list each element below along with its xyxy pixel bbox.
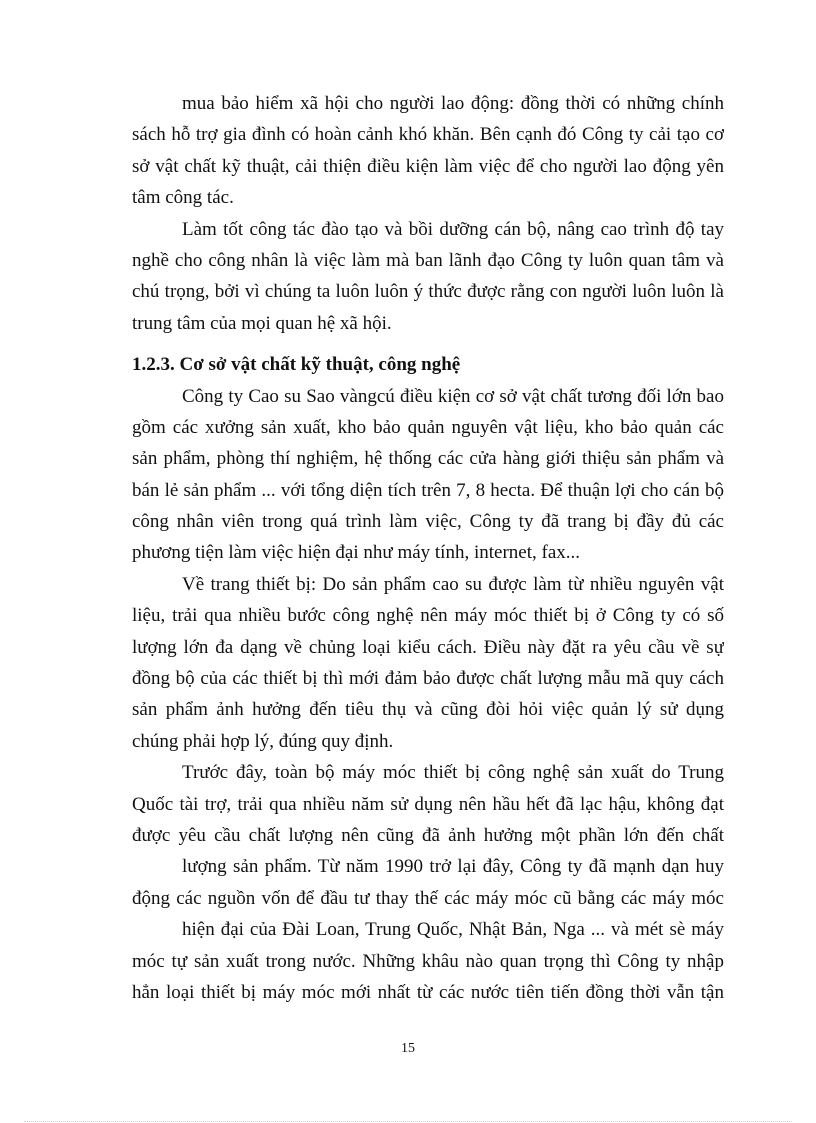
text-line: gồm các xưởng sản xuất, kho bảo quản nguyên vật liệu, kho bảo quản các — [132, 416, 724, 438]
text-line: bán lẻ sản phẩm ... với tổng diện tích trên 7, 8 hecta. Để thuận lợi cho cán bộ — [132, 479, 724, 501]
section-heading: 1.2.3. Cơ sở vật chất kỹ thuật, công nghệ — [132, 354, 461, 376]
page-bottom-divider — [24, 1121, 792, 1122]
text-line: chúng phải hợp lý, đúng quy định. — [132, 730, 394, 752]
text-line: tâm công tác. — [132, 187, 234, 209]
text-line: chú trọng, bởi vì chúng ta luôn luôn ý thức được rằng con người luôn luôn là — [132, 281, 724, 303]
text-line: đồng bộ của các thiết bị thì mới đảm bảo được chất lượng mẫu mã quy cách — [132, 668, 724, 690]
text-line: Trước đây, toàn bộ máy móc thiết bị công nghệ sản xuất do Trung — [182, 762, 724, 784]
text-line: hẳn loại thiết bị máy móc mới nhất từ các nước tiên tiến đồng thời vẫn tận — [132, 981, 724, 1003]
text-line: động các nguồn vốn để đầu tư thay thế các máy móc cũ bằng các máy móc — [132, 887, 724, 909]
body-text — [132, 88, 724, 1008]
text-line: lượng lớn đa dạng về chủng loại kiểu cách. Điều này đặt ra yêu cầu về sự — [132, 636, 724, 658]
text-line: công nhân viên trong quá trình làm việc, Công ty đã trang bị đầy đủ các — [132, 511, 724, 533]
text-line: được yêu cầu chất lượng nên cũng đã ảnh hưởng một phần lớn đến chất — [132, 824, 724, 846]
text-line: Làm tốt công tác đào tạo và bồi dưỡng cán bộ, nâng cao trình độ tay — [182, 218, 724, 240]
text-line: liệu, trải qua nhiều bước công nghệ nên máy móc thiết bị ở Công ty có số — [132, 605, 724, 627]
page-number: 15 — [401, 1041, 415, 1056]
text-line: sản phẩm ảnh hưởng đến tiêu thụ và cũng đòi hỏi việc quản lý sử dụng — [132, 699, 724, 721]
text-line: Quốc tài trợ, trải qua nhiều năm sử dụng nên hầu hết đã lạc hậu, không đạt — [132, 793, 724, 815]
text-line: Về trang thiết bị: Do sản phẩm cao su được làm từ nhiều nguyên vật — [182, 573, 724, 595]
text-line: Công ty Cao su Sao vàngcú điều kiện cơ sở vật chất tương đối lớn bao — [182, 385, 724, 407]
text-line: móc tự sản xuất trong nước. Những khâu nào quan trọng thì Công ty nhập — [132, 950, 724, 972]
text-line: sản phẩm, phòng thí nghiệm, hệ thống các cửa hàng giới thiệu sản phẩm và — [132, 448, 724, 470]
text-line: sách hỗ trợ gia đình có hoàn cảnh khó khăn. Bên cạnh đó Công ty cải tạo cơ — [132, 124, 724, 146]
text-line: lượng sản phẩm. Từ năm 1990 trở lại đây, Công ty đã mạnh dạn huy — [182, 856, 724, 878]
text-line: phương tiện làm việc hiện đại như máy tính, internet, fax... — [132, 542, 581, 564]
text-line: nghề cho công nhân là việc làm mà ban lãnh đạo Công ty luôn quan tâm và — [132, 249, 724, 271]
text-line: mua bảo hiểm xã hội cho người lao động: đồng thời có những chính — [182, 93, 724, 114]
text-line: hiện đại của Đài Loan, Trung Quốc, Nhật Bản, Nga ... và mét sè máy — [182, 919, 724, 941]
text-line: sở vật chất kỹ thuật, cải thiện điều kiện làm việc để cho người lao động yên — [132, 155, 724, 177]
text-line: trung tâm của mọi quan hệ xã hội. — [132, 312, 392, 334]
